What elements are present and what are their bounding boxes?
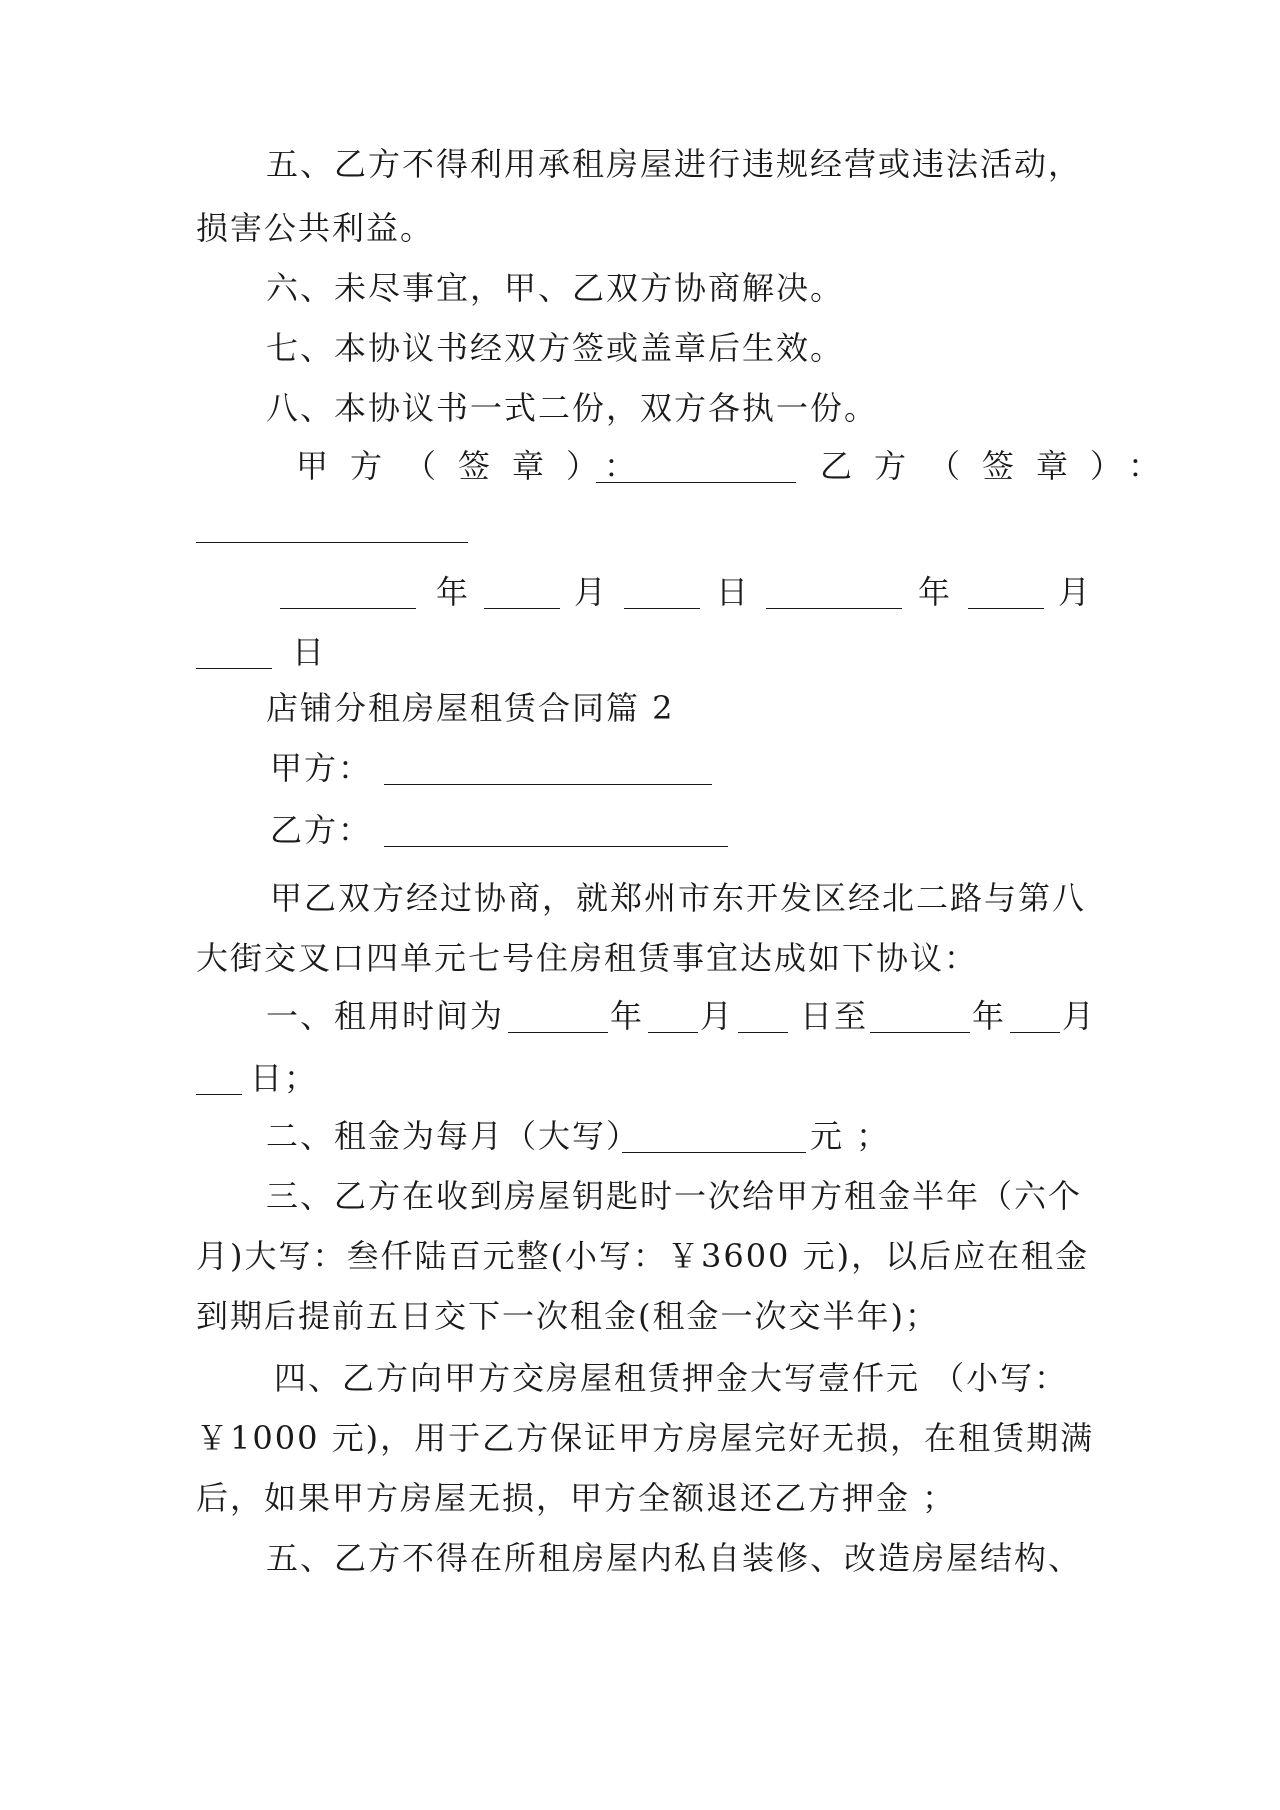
party-b-label: 乙方： <box>270 811 373 849</box>
item-1-blank-year-2 <box>870 1000 970 1033</box>
item-1-day-to: 日至 <box>800 997 869 1035</box>
item-1-month-2: 月 <box>1062 997 1097 1035</box>
clause-5-line-2: 损害公共利益。 <box>196 209 435 247</box>
date-day-1: 日 <box>716 573 751 611</box>
party-a-label: 甲方： <box>270 749 373 787</box>
item-2-prefix: 二、租金为每月（大写） <box>266 1117 641 1155</box>
item-3-line-3: 到期后提前五日交下一次租金(租金一次交半年)； <box>196 1297 939 1335</box>
item-1-blank-month-2 <box>1010 1000 1060 1033</box>
item-1-blank-year <box>508 1000 608 1033</box>
party-b-signature-blank <box>196 510 468 543</box>
date-blank-5 <box>968 576 1044 609</box>
date-blank-1 <box>280 576 416 609</box>
party-a-blank <box>384 752 712 785</box>
item-1-prefix: 一、租用时间为 <box>266 997 505 1035</box>
item-1-month: 月 <box>700 997 735 1035</box>
clause-8: 八、本协议书一式二份，双方各执一份。 <box>266 389 879 427</box>
section-title: 店铺分租房屋租赁合同篇 2 <box>266 689 675 727</box>
party-a-signature-label: 甲方（签章）： <box>296 447 659 485</box>
item-4-line-1: 四、乙方向甲方交房屋租赁押金大写壹仟元 （小写： <box>274 1359 1069 1397</box>
item-2-blank <box>622 1120 806 1153</box>
item-4-line-3: 后，如果甲方房屋无损，甲方全额退还乙方押金 ； <box>196 1479 957 1517</box>
date-blank-3 <box>624 576 700 609</box>
item-1-blank-month <box>648 1000 698 1033</box>
date-blank-6 <box>196 636 272 669</box>
party-a-signature-blank <box>596 450 796 483</box>
item-1-blank-day-2 <box>196 1062 242 1095</box>
item-3-line-1: 三、乙方在收到房屋钥匙时一次给甲方租金半年（六个 <box>266 1177 1083 1215</box>
item-1-blank-day <box>738 1000 788 1033</box>
party-b-blank <box>384 814 728 847</box>
item-3-line-2: 月)大写：叁仟陆百元整(小写：￥3600 元)，以后应在租金 <box>196 1237 1090 1275</box>
intro-line-1: 甲乙双方经过协商，就郑州市东开发区经北二路与第八 <box>270 879 1087 917</box>
item-1-day-end: 日； <box>250 1059 319 1097</box>
item-4-line-2: ￥1000 元)，用于乙方保证甲方房屋完好无损，在租赁期满 <box>196 1419 1095 1457</box>
item-1-year-2: 年 <box>972 997 1007 1035</box>
party-b-signature-label: 乙方（签章）： <box>820 447 1183 485</box>
date-blank-4 <box>766 576 902 609</box>
intro-line-2: 大街交叉口四单元七号住房租赁事宜达成如下协议： <box>196 939 979 977</box>
clause-6: 六、未尽事宜，甲、乙双方协商解决。 <box>266 269 845 307</box>
date-year-2: 年 <box>918 573 953 611</box>
clause-5-line-1: 五、乙方不得利用承租房屋进行违规经营或违法活动， <box>266 145 1083 183</box>
item-2-suffix: 元 ； <box>810 1117 891 1155</box>
date-month-1: 月 <box>574 573 609 611</box>
date-year-1: 年 <box>436 573 471 611</box>
date-day-2: 日 <box>292 633 327 671</box>
date-blank-2 <box>484 576 560 609</box>
item-5-line-1: 五、乙方不得在所租房屋内私自装修、改造房屋结构、 <box>266 1539 1083 1577</box>
item-1-year: 年 <box>610 997 645 1035</box>
clause-7: 七、本协议书经双方签或盖章后生效。 <box>266 329 845 367</box>
date-month-2: 月 <box>1058 573 1093 611</box>
